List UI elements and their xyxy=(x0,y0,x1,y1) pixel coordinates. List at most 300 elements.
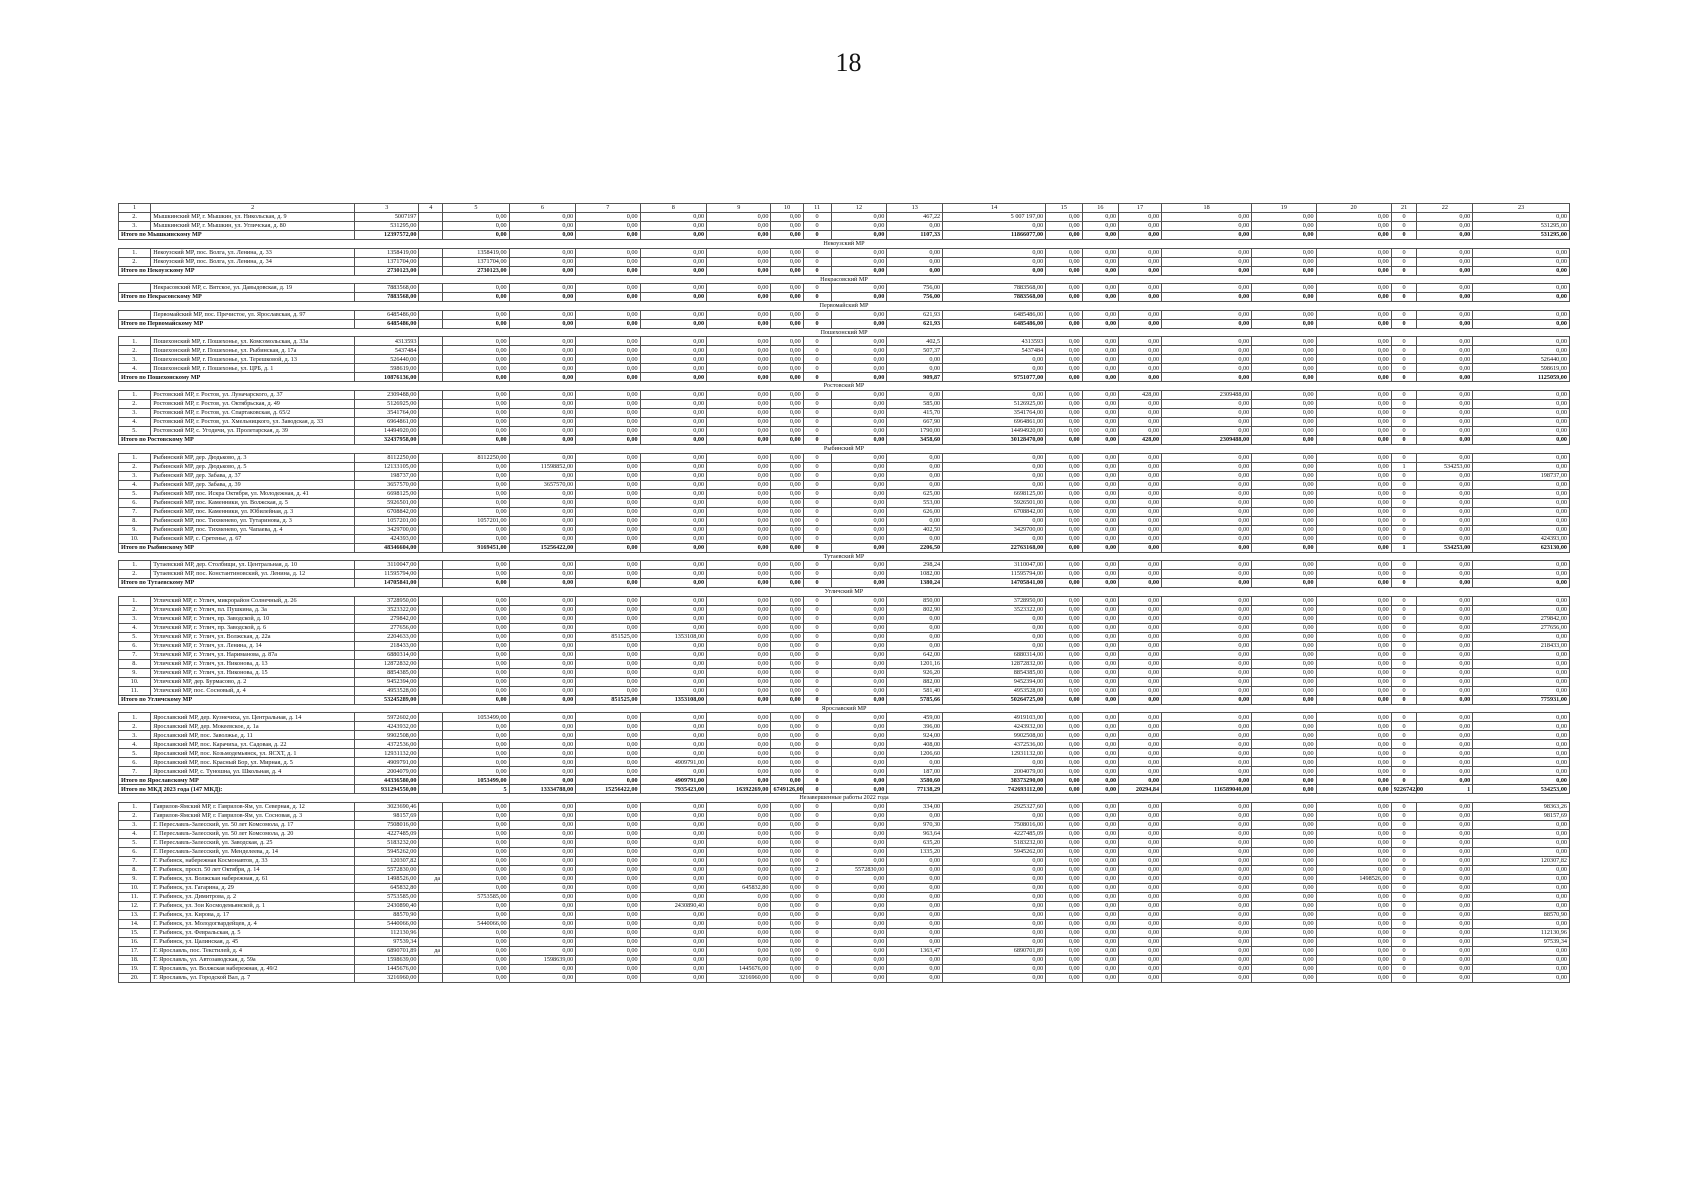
cell-col-14: 0,00 xyxy=(943,516,1046,525)
cell-col-4 xyxy=(419,248,443,257)
cell-col-6: 0,00 xyxy=(509,946,576,955)
cell-col-4 xyxy=(419,802,443,811)
cell-col-19: 0,00 xyxy=(1252,731,1316,740)
cell-col-8: 0,00 xyxy=(640,838,707,847)
address-cell: Угличский МР, г. Углич, ул. Волжская, д. 22а xyxy=(151,632,355,641)
cell-col-10: 0,00 xyxy=(771,668,803,677)
cell-col-19: 0,00 xyxy=(1252,856,1316,865)
cell-col-22: 0,00 xyxy=(1417,390,1473,399)
cell-col-6: 11598852,00 xyxy=(509,462,576,471)
row-index: 4. xyxy=(119,480,151,489)
page-number: 18 xyxy=(835,48,862,77)
cell-col-23: 0,00 xyxy=(1473,749,1570,758)
cell-col-19: 0,00 xyxy=(1252,695,1316,704)
cell-col-15: 0,00 xyxy=(1046,892,1082,901)
address-cell: Ростовский МР, г. Ростов, ул. Хмельницкого, ул. Заводская, д. 33 xyxy=(151,417,355,426)
row-index: 3. xyxy=(119,222,151,231)
cell-col-21: 0 xyxy=(1391,231,1417,240)
cell-col-19: 0,00 xyxy=(1252,310,1316,319)
cell-col-22: 0,00 xyxy=(1417,426,1473,435)
cell-col-20: 0,00 xyxy=(1316,713,1391,722)
cell-col-13: 0,00 xyxy=(887,623,943,632)
cell-col-12: 0,00 xyxy=(831,811,887,820)
cell-col-9: 0,00 xyxy=(707,605,771,614)
cell-col-13: 0,00 xyxy=(887,257,943,266)
cell-col-10: 0,00 xyxy=(771,498,803,507)
cell-col-23: 0,00 xyxy=(1473,293,1570,302)
cell-col-13: 0,00 xyxy=(887,453,943,462)
cell-col-5: 0,00 xyxy=(443,955,510,964)
cell-col-13: 924,00 xyxy=(887,731,943,740)
cell-col-17: 0,00 xyxy=(1119,293,1162,302)
cell-col-11: 0 xyxy=(803,462,831,471)
cell-col-5: 0,00 xyxy=(443,668,510,677)
cell-col-16: 0,00 xyxy=(1082,847,1118,856)
cell-col-13: 802,90 xyxy=(887,605,943,614)
row-index: 8. xyxy=(119,659,151,668)
cell-col-18: 0,00 xyxy=(1162,623,1252,632)
cell-col-20: 0,00 xyxy=(1316,650,1391,659)
cell-col-6: 0,00 xyxy=(509,865,576,874)
cell-col-6: 0,00 xyxy=(509,641,576,650)
cell-col-10: 0,00 xyxy=(771,847,803,856)
table-row xyxy=(119,390,1570,399)
cell-col-10: 0,00 xyxy=(771,453,803,462)
cell-col-15: 0,00 xyxy=(1046,293,1082,302)
cell-col-9: 0,00 xyxy=(707,480,771,489)
cell-col-5: 1358419,00 xyxy=(443,248,510,257)
row-index: 10. xyxy=(119,677,151,686)
cell-col-5: 0,00 xyxy=(443,686,510,695)
cell-col-3: 1371704,00 xyxy=(355,257,419,266)
cell-col-14: 0,00 xyxy=(943,892,1046,901)
cell-col-12: 0,00 xyxy=(831,973,887,982)
section-title: Некоузский МР xyxy=(119,240,1570,249)
cell-col-13: 0,00 xyxy=(887,910,943,919)
cell-col-17: 0,00 xyxy=(1119,731,1162,740)
cell-col-10: 0,00 xyxy=(771,462,803,471)
row-index: 16. xyxy=(119,937,151,946)
cell-col-4 xyxy=(419,319,443,328)
cell-col-15: 0,00 xyxy=(1046,901,1082,910)
cell-col-3: 6890701,89 xyxy=(355,946,419,955)
cell-col-17: 0,00 xyxy=(1119,713,1162,722)
cell-col-22: 0,00 xyxy=(1417,310,1473,319)
cell-col-12: 0,00 xyxy=(831,677,887,686)
cell-col-17: 0,00 xyxy=(1119,346,1162,355)
row-index: 2. xyxy=(119,399,151,408)
cell-col-7: 0,00 xyxy=(576,802,640,811)
cell-col-7: 0,00 xyxy=(576,928,640,937)
cell-col-12: 0,00 xyxy=(831,417,887,426)
cell-col-12: 0,00 xyxy=(831,955,887,964)
cell-col-3: 7883568,00 xyxy=(355,284,419,293)
cell-col-14: 0,00 xyxy=(943,257,1046,266)
cell-col-9: 0,00 xyxy=(707,417,771,426)
cell-col-22: 0,00 xyxy=(1417,231,1473,240)
cell-col-6: 0,00 xyxy=(509,319,576,328)
address-cell: Ярославский МР, дер. Кузнечиха, ул. Центральная, д. 14 xyxy=(151,713,355,722)
cell-col-9: 0,00 xyxy=(707,632,771,641)
cell-col-3: 3523322,00 xyxy=(355,605,419,614)
cell-col-4 xyxy=(419,399,443,408)
cell-col-4 xyxy=(419,534,443,543)
cell-col-7: 0,00 xyxy=(576,910,640,919)
cell-col-4: да xyxy=(419,946,443,955)
cell-col-4 xyxy=(419,740,443,749)
cell-col-17: 0,00 xyxy=(1119,767,1162,776)
cell-col-9: 0,00 xyxy=(707,829,771,838)
cell-col-14: 0,00 xyxy=(943,901,1046,910)
cell-col-10: 0,00 xyxy=(771,713,803,722)
cell-col-8: 0,00 xyxy=(640,498,707,507)
cell-col-14: 0,00 xyxy=(943,534,1046,543)
cell-col-7: 0,00 xyxy=(576,222,640,231)
cell-col-13: 0,00 xyxy=(887,534,943,543)
cell-col-4 xyxy=(419,641,443,650)
cell-col-18: 0,00 xyxy=(1162,417,1252,426)
cell-col-16: 0,00 xyxy=(1082,319,1118,328)
cell-col-5: 0,00 xyxy=(443,838,510,847)
cell-col-20: 0,00 xyxy=(1316,910,1391,919)
cell-col-6: 0,00 xyxy=(509,534,576,543)
cell-col-3: 526440,00 xyxy=(355,355,419,364)
cell-col-13: 408,00 xyxy=(887,740,943,749)
cell-col-21: 0 xyxy=(1391,695,1417,704)
column-number: 14 xyxy=(943,204,1046,213)
table-row xyxy=(119,955,1570,964)
cell-col-9: 0,00 xyxy=(707,534,771,543)
cell-col-3: 3216960,00 xyxy=(355,973,419,982)
cell-col-18: 2309488,00 xyxy=(1162,390,1252,399)
cell-col-15: 0,00 xyxy=(1046,319,1082,328)
cell-col-14: 38373290,00 xyxy=(943,776,1046,785)
cell-col-4 xyxy=(419,865,443,874)
cell-col-17: 0,00 xyxy=(1119,659,1162,668)
cell-col-15: 0,00 xyxy=(1046,650,1082,659)
cell-col-18: 0,00 xyxy=(1162,829,1252,838)
cell-col-3: 3023690,46 xyxy=(355,802,419,811)
cell-col-20: 0,00 xyxy=(1316,248,1391,257)
cell-col-19: 0,00 xyxy=(1252,579,1316,588)
cell-col-12: 0,00 xyxy=(831,284,887,293)
cell-col-9: 0,00 xyxy=(707,355,771,364)
cell-col-22: 534253,00 xyxy=(1417,543,1473,552)
cell-col-15: 0,00 xyxy=(1046,910,1082,919)
cell-col-21: 0 xyxy=(1391,740,1417,749)
cell-col-18: 0,00 xyxy=(1162,758,1252,767)
cell-col-22: 0,00 xyxy=(1417,937,1473,946)
cell-col-22: 0,00 xyxy=(1417,373,1473,382)
cell-col-4 xyxy=(419,731,443,740)
cell-col-19: 0,00 xyxy=(1252,614,1316,623)
cell-col-11: 0 xyxy=(803,928,831,937)
cell-col-22: 0,00 xyxy=(1417,364,1473,373)
cell-col-11: 0 xyxy=(803,579,831,588)
cell-col-7: 0,00 xyxy=(576,973,640,982)
cell-col-11: 0 xyxy=(803,910,831,919)
cell-col-20: 0,00 xyxy=(1316,829,1391,838)
address-cell: Г. Переславль-Залесский, ул. 50 лет Комсомола, д. 17 xyxy=(151,820,355,829)
cell-col-10: 0,00 xyxy=(771,284,803,293)
cell-col-17: 0,00 xyxy=(1119,632,1162,641)
cell-col-3: 12397572,00 xyxy=(355,231,419,240)
cell-col-18: 0,00 xyxy=(1162,641,1252,650)
cell-col-12: 0,00 xyxy=(831,847,887,856)
cell-col-23: 0,00 xyxy=(1473,390,1570,399)
cell-col-7: 0,00 xyxy=(576,435,640,444)
cell-col-11: 2 xyxy=(803,865,831,874)
cell-col-11: 0 xyxy=(803,964,831,973)
cell-col-12: 0,00 xyxy=(831,257,887,266)
cell-col-20: 0,00 xyxy=(1316,579,1391,588)
cell-col-12: 0,00 xyxy=(831,266,887,275)
cell-col-22: 0,00 xyxy=(1417,561,1473,570)
cell-col-5: 0,00 xyxy=(443,319,510,328)
cell-col-10: 0,00 xyxy=(771,973,803,982)
cell-col-11: 0 xyxy=(803,686,831,695)
cell-col-12: 0,00 xyxy=(831,543,887,552)
cell-col-12: 0,00 xyxy=(831,525,887,534)
table-row xyxy=(119,632,1570,641)
column-number: 2 xyxy=(151,204,355,213)
table-row xyxy=(119,749,1570,758)
cell-col-14: 2925327,60 xyxy=(943,802,1046,811)
cell-col-20: 0,00 xyxy=(1316,480,1391,489)
column-number: 15 xyxy=(1046,204,1082,213)
cell-col-14: 6698125,00 xyxy=(943,489,1046,498)
cell-col-4 xyxy=(419,605,443,614)
cell-col-16: 0,00 xyxy=(1082,453,1118,462)
cell-col-9: 0,00 xyxy=(707,293,771,302)
cell-col-4 xyxy=(419,293,443,302)
cell-col-19: 0,00 xyxy=(1252,928,1316,937)
address-cell: Тутаевский МР, дер. Столбищи, ул. Центральная, д. 10 xyxy=(151,561,355,570)
cell-col-6: 15256422,00 xyxy=(509,543,576,552)
cell-col-18: 0,00 xyxy=(1162,399,1252,408)
cell-col-10: 0,00 xyxy=(771,650,803,659)
cell-col-20: 0,00 xyxy=(1316,740,1391,749)
table-row xyxy=(119,928,1570,937)
cell-col-9: 0,00 xyxy=(707,713,771,722)
address-cell: Г. Рыбинск, ул. Волжская набережная, д. 61 xyxy=(151,874,355,883)
cell-col-15: 0,00 xyxy=(1046,364,1082,373)
cell-col-5: 0,00 xyxy=(443,337,510,346)
cell-col-14: 4919103,00 xyxy=(943,713,1046,722)
row-index: 10. xyxy=(119,883,151,892)
cell-col-6: 0,00 xyxy=(509,266,576,275)
cell-col-15: 0,00 xyxy=(1046,373,1082,382)
cell-col-8: 0,00 xyxy=(640,811,707,820)
cell-col-12: 0,00 xyxy=(831,856,887,865)
address-cell: Рыбинский МР, пос. Тихменево, ул. Тутаринова, д. 3 xyxy=(151,516,355,525)
column-number: 9 xyxy=(707,204,771,213)
total-label: Итого по Ростовскому МР xyxy=(119,435,355,444)
cell-col-16: 0,00 xyxy=(1082,623,1118,632)
cell-col-11: 0 xyxy=(803,946,831,955)
cell-col-13: 0,00 xyxy=(887,364,943,373)
cell-col-16: 0,00 xyxy=(1082,525,1118,534)
cell-col-7: 0,00 xyxy=(576,498,640,507)
cell-col-6: 0,00 xyxy=(509,802,576,811)
cell-col-18: 0,00 xyxy=(1162,973,1252,982)
cell-col-18: 0,00 xyxy=(1162,293,1252,302)
cell-col-14: 3523322,00 xyxy=(943,605,1046,614)
cell-col-11: 0 xyxy=(803,883,831,892)
cell-col-18: 0,00 xyxy=(1162,677,1252,686)
address-cell: Рыбинский МР, дер. Забава, д. 39 xyxy=(151,480,355,489)
cell-col-20: 0,00 xyxy=(1316,390,1391,399)
cell-col-18: 0,00 xyxy=(1162,319,1252,328)
address-cell: Угличский МР, пос. Сосновый, д. 4 xyxy=(151,686,355,695)
cell-col-11: 0 xyxy=(803,973,831,982)
cell-col-3: 6698125,00 xyxy=(355,489,419,498)
cell-col-13: 635,20 xyxy=(887,838,943,847)
cell-col-5: 0,00 xyxy=(443,471,510,480)
cell-col-5: 0,00 xyxy=(443,561,510,570)
cell-col-12: 0,00 xyxy=(831,453,887,462)
cell-col-17: 0,00 xyxy=(1119,462,1162,471)
address-cell: Угличский МР, г. Углич, пр. Заводской, д. 6 xyxy=(151,623,355,632)
cell-col-14: 0,00 xyxy=(943,632,1046,641)
cell-col-22: 0,00 xyxy=(1417,623,1473,632)
address-cell: Ростовский МР, г. Ростов, ул. Октябрьская, д. 49 xyxy=(151,399,355,408)
cell-col-17: 428,00 xyxy=(1119,435,1162,444)
cell-col-15: 0,00 xyxy=(1046,284,1082,293)
cell-col-13: 756,00 xyxy=(887,284,943,293)
cell-col-21: 0 xyxy=(1391,346,1417,355)
cell-col-22: 0,00 xyxy=(1417,319,1473,328)
cell-col-6: 0,00 xyxy=(509,901,576,910)
cell-col-8: 0,00 xyxy=(640,462,707,471)
cell-col-13: 1082,00 xyxy=(887,570,943,579)
row-index: 6. xyxy=(119,498,151,507)
cell-col-18: 0,00 xyxy=(1162,213,1252,222)
cell-col-21: 0 xyxy=(1391,901,1417,910)
cell-col-17: 0,00 xyxy=(1119,668,1162,677)
cell-col-11: 0 xyxy=(803,641,831,650)
address-cell: Угличский МР, г. Углич, ул. Никонова, д. 13 xyxy=(151,659,355,668)
cell-col-7: 0,00 xyxy=(576,561,640,570)
cell-col-17: 0,00 xyxy=(1119,364,1162,373)
cell-col-19: 0,00 xyxy=(1252,462,1316,471)
cell-col-9: 0,00 xyxy=(707,874,771,883)
cell-col-20: 0,00 xyxy=(1316,641,1391,650)
cell-col-9: 0,00 xyxy=(707,623,771,632)
cell-col-20: 0,00 xyxy=(1316,668,1391,677)
cell-col-16: 0,00 xyxy=(1082,507,1118,516)
cell-col-7: 0,00 xyxy=(576,480,640,489)
cell-col-18: 0,00 xyxy=(1162,471,1252,480)
cell-col-14: 0,00 xyxy=(943,758,1046,767)
cell-col-4 xyxy=(419,579,443,588)
cell-col-11: 0 xyxy=(803,284,831,293)
cell-col-22: 0,00 xyxy=(1417,337,1473,346)
cell-col-19: 0,00 xyxy=(1252,319,1316,328)
cell-col-16: 0,00 xyxy=(1082,910,1118,919)
cell-col-22: 0,00 xyxy=(1417,266,1473,275)
cell-col-16: 0,00 xyxy=(1082,776,1118,785)
cell-col-5: 0,00 xyxy=(443,964,510,973)
cell-col-13: 0,00 xyxy=(887,390,943,399)
table-row xyxy=(119,650,1570,659)
cell-col-12: 0,00 xyxy=(831,767,887,776)
row-index: 15. xyxy=(119,928,151,937)
cell-col-11: 0 xyxy=(803,668,831,677)
cell-col-13: 1206,60 xyxy=(887,749,943,758)
cell-col-8: 0,00 xyxy=(640,390,707,399)
cell-col-10: 0,00 xyxy=(771,731,803,740)
cell-col-9: 0,00 xyxy=(707,838,771,847)
cell-col-22: 0,00 xyxy=(1417,811,1473,820)
cell-col-23: 1125059,00 xyxy=(1473,373,1570,382)
cell-col-6: 0,00 xyxy=(509,829,576,838)
cell-col-15: 0,00 xyxy=(1046,213,1082,222)
column-number: 5 xyxy=(443,204,510,213)
cell-col-8: 0,00 xyxy=(640,284,707,293)
cell-col-7: 0,00 xyxy=(576,865,640,874)
cell-col-6: 0,00 xyxy=(509,919,576,928)
cell-col-4 xyxy=(419,373,443,382)
cell-col-4 xyxy=(419,346,443,355)
cell-col-23: 0,00 xyxy=(1473,213,1570,222)
table-row xyxy=(119,453,1570,462)
cell-col-16: 0,00 xyxy=(1082,946,1118,955)
row-index: 19. xyxy=(119,964,151,973)
cell-col-5: 0,00 xyxy=(443,659,510,668)
cell-col-7: 0,00 xyxy=(576,677,640,686)
cell-col-6: 0,00 xyxy=(509,408,576,417)
cell-col-21: 0 xyxy=(1391,390,1417,399)
row-index: 5. xyxy=(119,489,151,498)
cell-col-18: 0,00 xyxy=(1162,570,1252,579)
cell-col-11: 0 xyxy=(803,453,831,462)
cell-col-20: 0,00 xyxy=(1316,919,1391,928)
cell-col-5: 0,00 xyxy=(443,284,510,293)
cell-col-19: 0,00 xyxy=(1252,222,1316,231)
cell-col-8: 0,00 xyxy=(640,605,707,614)
cell-col-8: 0,00 xyxy=(640,471,707,480)
cell-col-14: 0,00 xyxy=(943,390,1046,399)
cell-col-10: 0,00 xyxy=(771,767,803,776)
cell-col-10: 0,00 xyxy=(771,605,803,614)
cell-col-18: 0,00 xyxy=(1162,462,1252,471)
cell-col-17: 0,00 xyxy=(1119,355,1162,364)
cell-col-5: 0,00 xyxy=(443,480,510,489)
cell-col-6: 0,00 xyxy=(509,507,576,516)
cell-col-5: 0,00 xyxy=(443,222,510,231)
cell-col-21: 0 xyxy=(1391,480,1417,489)
cell-col-15: 0,00 xyxy=(1046,883,1082,892)
cell-col-18: 0,00 xyxy=(1162,605,1252,614)
cell-col-22: 0,00 xyxy=(1417,928,1473,937)
cell-col-13: 850,00 xyxy=(887,596,943,605)
cell-col-3: 1358419,00 xyxy=(355,248,419,257)
cell-col-7: 0,00 xyxy=(576,847,640,856)
cell-col-22: 0,00 xyxy=(1417,453,1473,462)
cell-col-23: 526440,00 xyxy=(1473,355,1570,364)
cell-col-9: 0,00 xyxy=(707,865,771,874)
cell-col-19: 0,00 xyxy=(1252,426,1316,435)
cell-col-17: 0,00 xyxy=(1119,838,1162,847)
address-cell: Г. Рыбинск, ул. Димитрова, д. 2 xyxy=(151,892,355,901)
cell-col-22: 0,00 xyxy=(1417,847,1473,856)
cell-col-15: 0,00 xyxy=(1046,222,1082,231)
cell-col-21: 0 xyxy=(1391,623,1417,632)
cell-col-16: 0,00 xyxy=(1082,471,1118,480)
cell-col-18: 0,00 xyxy=(1162,632,1252,641)
cell-col-7: 0,00 xyxy=(576,426,640,435)
